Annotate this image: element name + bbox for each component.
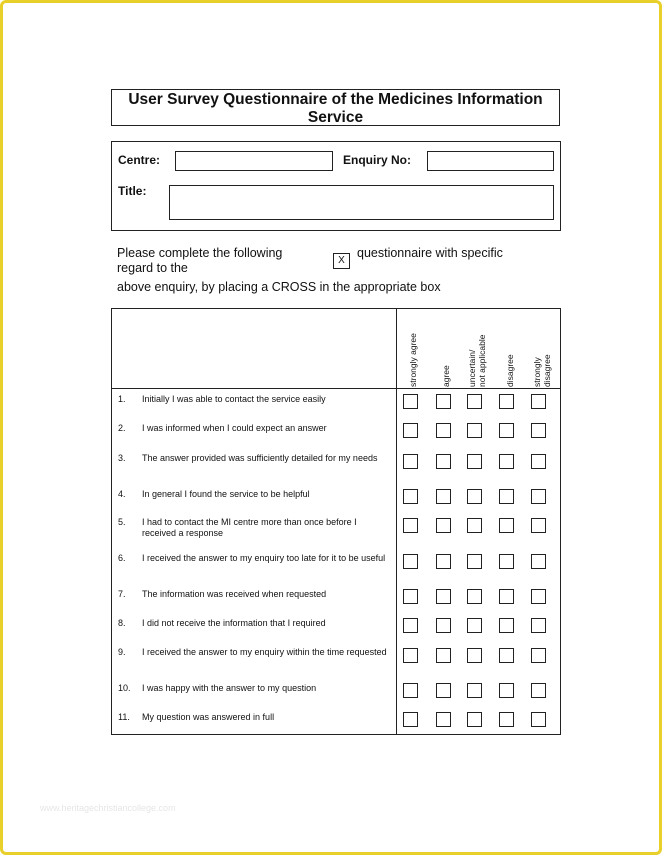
- question-number: 1.: [118, 394, 126, 404]
- response-checkbox[interactable]: [531, 712, 546, 727]
- response-checkbox[interactable]: [436, 648, 451, 663]
- question-text: I had to contact the MI centre more than once before I received a response: [142, 517, 357, 538]
- question-text: Initially I was able to contact the service easily: [142, 394, 326, 404]
- response-checkbox[interactable]: [436, 554, 451, 569]
- question-text: I received the answer to my enquiry too late for it to be useful: [142, 553, 386, 563]
- enquiry-field[interactable]: [427, 151, 554, 171]
- response-checkbox[interactable]: [403, 423, 418, 438]
- response-checkbox[interactable]: [436, 423, 451, 438]
- response-checkbox[interactable]: [436, 518, 451, 533]
- response-checkbox[interactable]: [531, 489, 546, 504]
- response-checkbox[interactable]: [467, 712, 482, 727]
- response-checkbox[interactable]: [531, 589, 546, 604]
- example-cross-box: X: [333, 253, 350, 269]
- document-title: User Survey Questionnaire of the Medicines Information Service: [111, 89, 560, 126]
- title-field[interactable]: [169, 185, 554, 220]
- column-header-3: disagree: [505, 354, 515, 387]
- response-checkbox[interactable]: [499, 518, 514, 533]
- response-checkbox[interactable]: [531, 454, 546, 469]
- response-checkbox[interactable]: [499, 454, 514, 469]
- response-checkbox[interactable]: [499, 489, 514, 504]
- response-checkbox[interactable]: [467, 683, 482, 698]
- response-checkbox[interactable]: [403, 712, 418, 727]
- response-checkbox[interactable]: [467, 394, 482, 409]
- response-checkbox[interactable]: [467, 618, 482, 633]
- response-checkbox[interactable]: [436, 683, 451, 698]
- response-checkbox[interactable]: [403, 683, 418, 698]
- question-text: My question was answered in full: [142, 712, 275, 722]
- response-checkbox[interactable]: [499, 618, 514, 633]
- response-checkbox[interactable]: [467, 423, 482, 438]
- response-checkbox[interactable]: [499, 423, 514, 438]
- question-text: The answer provided was sufficiently detailed for my needs: [142, 453, 378, 463]
- response-checkbox[interactable]: [467, 554, 482, 569]
- response-checkbox[interactable]: [531, 518, 546, 533]
- watermark: www.heritagechristiancollege.com: [40, 803, 176, 813]
- survey-table: [111, 308, 561, 735]
- title-label: Title:: [118, 184, 147, 198]
- response-checkbox[interactable]: [467, 518, 482, 533]
- response-checkbox[interactable]: [531, 683, 546, 698]
- response-checkbox[interactable]: [436, 394, 451, 409]
- instruction-line2: above enquiry, by placing a CROSS in the appropriate box: [117, 280, 441, 294]
- response-checkbox[interactable]: [531, 423, 546, 438]
- response-checkbox[interactable]: [531, 618, 546, 633]
- header-info-box: [111, 141, 561, 231]
- response-checkbox[interactable]: [403, 648, 418, 663]
- centre-label: Centre:: [118, 153, 161, 167]
- question-number: 7.: [118, 589, 126, 599]
- question-text: The information was received when requested: [142, 589, 327, 599]
- response-checkbox[interactable]: [436, 712, 451, 727]
- question-number: 10.: [118, 683, 131, 693]
- column-header-0: strongly agree: [408, 333, 418, 387]
- instruction-part1b: regard to the: [117, 261, 188, 275]
- response-checkbox[interactable]: [436, 618, 451, 633]
- response-checkbox[interactable]: [403, 454, 418, 469]
- response-checkbox[interactable]: [403, 618, 418, 633]
- response-checkbox[interactable]: [499, 554, 514, 569]
- question-number: 9.: [118, 647, 126, 657]
- question-number: 5.: [118, 517, 126, 527]
- column-header-2-line-0: uncertain/: [467, 349, 477, 387]
- response-checkbox[interactable]: [467, 489, 482, 504]
- instruction-part1: Please complete the following: [117, 246, 283, 260]
- table-divider-vertical: [396, 309, 397, 734]
- response-checkbox[interactable]: [467, 589, 482, 604]
- question-number: 3.: [118, 453, 126, 463]
- enquiry-label: Enquiry No:: [343, 153, 411, 167]
- response-checkbox[interactable]: [436, 454, 451, 469]
- response-checkbox[interactable]: [499, 589, 514, 604]
- response-checkbox[interactable]: [531, 648, 546, 663]
- response-checkbox[interactable]: [403, 554, 418, 569]
- table-divider-horizontal: [112, 388, 560, 389]
- column-header-4-line-1: disagree: [542, 354, 552, 387]
- question-text: I did not receive the information that I required: [142, 618, 326, 628]
- question-text: I was happy with the answer to my question: [142, 683, 317, 693]
- question-number: 11.: [118, 712, 130, 722]
- response-checkbox[interactable]: [531, 554, 546, 569]
- question-number: 2.: [118, 423, 126, 433]
- response-checkbox[interactable]: [467, 454, 482, 469]
- response-checkbox[interactable]: [467, 648, 482, 663]
- response-checkbox[interactable]: [436, 589, 451, 604]
- question-number: 6.: [118, 553, 126, 563]
- response-checkbox[interactable]: [499, 683, 514, 698]
- response-checkbox[interactable]: [499, 394, 514, 409]
- question-text: In general I found the service to be helpful: [142, 489, 310, 499]
- response-checkbox[interactable]: [403, 489, 418, 504]
- column-header-2-line-1: not applicable: [477, 334, 487, 387]
- response-checkbox[interactable]: [403, 518, 418, 533]
- response-checkbox[interactable]: [403, 589, 418, 604]
- question-number: 4.: [118, 489, 126, 499]
- response-checkbox[interactable]: [499, 648, 514, 663]
- centre-field[interactable]: [175, 151, 333, 171]
- question-text: I was informed when I could expect an answer: [142, 423, 327, 433]
- response-checkbox[interactable]: [531, 394, 546, 409]
- response-checkbox[interactable]: [403, 394, 418, 409]
- question-text: I received the answer to my enquiry within the time requested: [142, 647, 387, 657]
- column-header-1: agree: [441, 365, 451, 387]
- response-checkbox[interactable]: [436, 489, 451, 504]
- question-number: 8.: [118, 618, 126, 628]
- response-checkbox[interactable]: [499, 712, 514, 727]
- column-header-4-line-0: strongly: [532, 357, 542, 387]
- instruction-part2: questionnaire with specific: [357, 246, 503, 260]
